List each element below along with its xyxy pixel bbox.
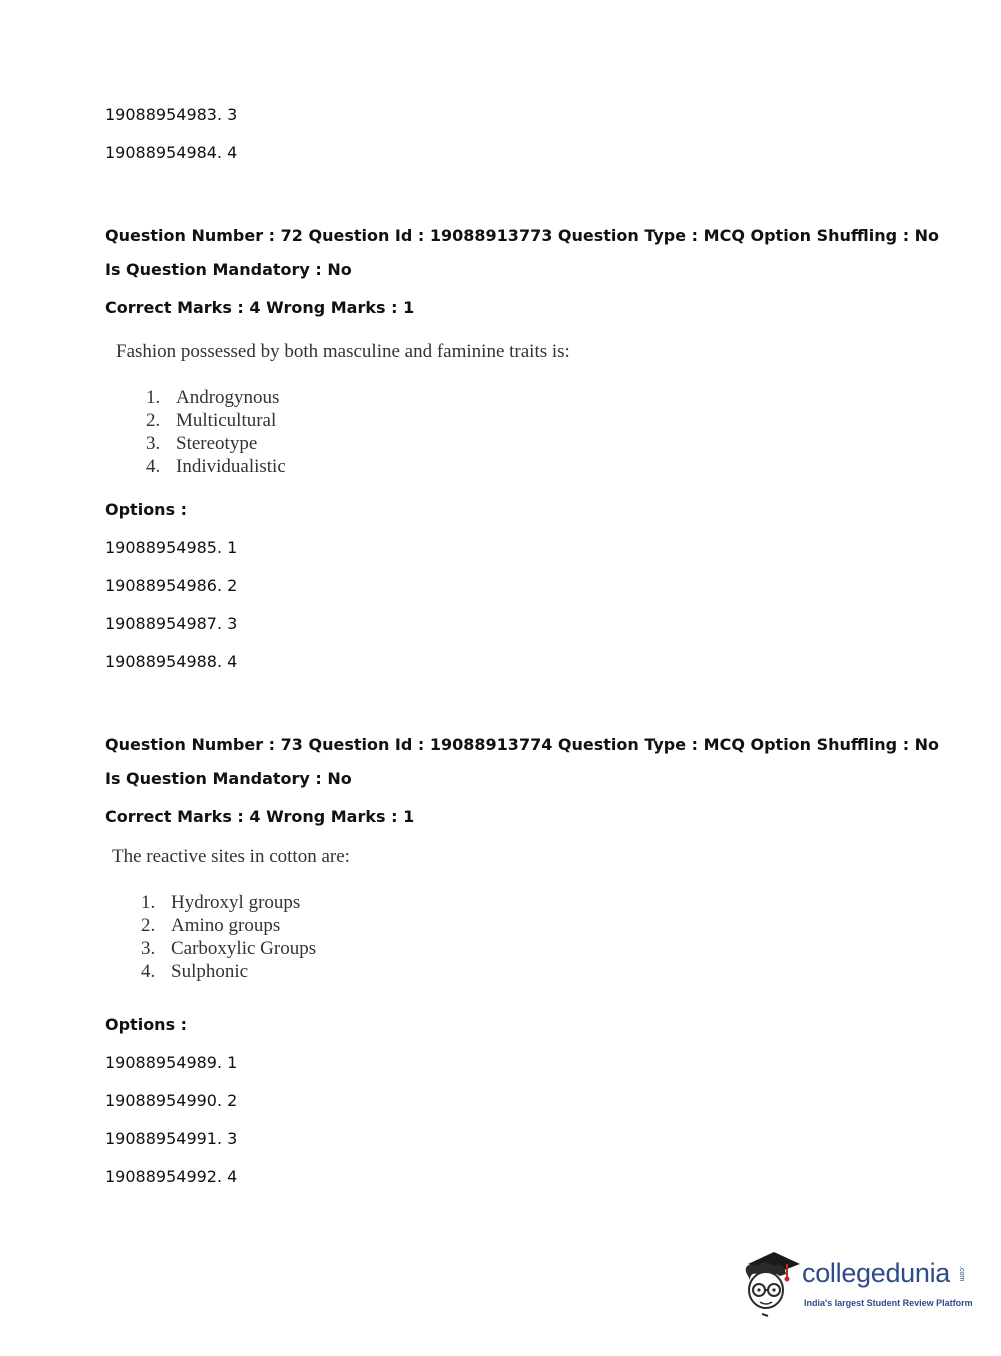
option-line: 19088954990. 2 [105,1091,238,1110]
choice-item: 4. Sulphonic [141,961,249,982]
choice-item: 4. Individualistic [146,456,286,477]
choice-item: 1. Androgynous [146,387,280,408]
question-header: Question Number : 72 Question Id : 19088913773 Question Type : MCQ Option Shuffling : No [105,226,940,245]
choice-item: 2. Multicultural [146,410,277,431]
question-header: Question Number : 73 Question Id : 19088913774 Question Type : MCQ Option Shuffling : No [105,735,940,754]
question-text: The reactive sites in cotton are: [112,846,350,867]
mandatory-line: Is Question Mandatory : No [105,260,352,279]
option-line: 19088954992. 4 [105,1167,238,1186]
options-label: Options : [105,1015,188,1034]
logo-wordmark: collegedunia [802,1258,951,1288]
choice-item: 3. Stereotype [146,433,258,454]
collegedunia-logo [740,1250,973,1320]
mascot-icon [740,1250,802,1320]
logo-domain-suffix: .com [958,1266,965,1282]
option-line: 19088954986. 2 [105,576,238,595]
option-line: 19088954983. 3 [105,105,238,124]
marks-line: Correct Marks : 4 Wrong Marks : 1 [105,807,415,826]
choice-item: 3. Carboxylic Groups [141,938,317,959]
options-label: Options : [105,500,188,519]
marks-line: Correct Marks : 4 Wrong Marks : 1 [105,298,415,317]
answer-choices [141,891,316,983]
choice-item: 1. Hydroxyl groups [141,892,301,913]
logo-tagline: India's largest Student Review Platform [804,1298,973,1308]
option-line: 19088954985. 1 [105,538,238,557]
option-line: 19088954987. 3 [105,614,238,633]
answer-choices [146,386,286,478]
option-line: 19088954989. 1 [105,1053,238,1072]
choice-item: 2. Amino groups [141,915,281,936]
option-line: 19088954991. 3 [105,1129,238,1148]
option-line: 19088954988. 4 [105,652,238,671]
option-line: 19088954984. 4 [105,143,238,162]
mandatory-line: Is Question Mandatory : No [105,769,352,788]
question-text: Fashion possessed by both masculine and faminine traits is: [116,341,570,362]
